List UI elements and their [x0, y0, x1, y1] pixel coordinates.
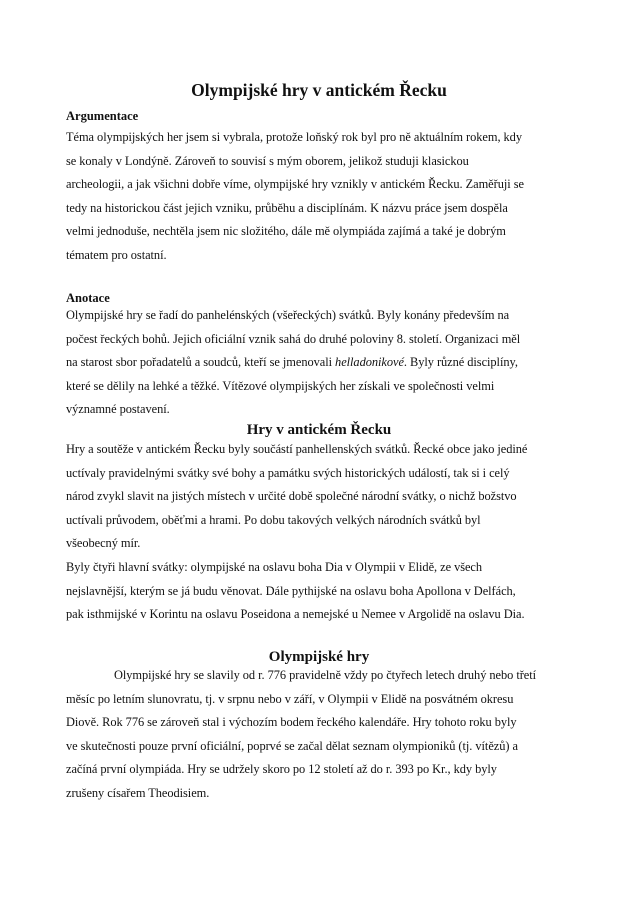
section-heading-anotace: Anotace [66, 291, 110, 305]
text-fragment: . Byly různé disciplíny, [403, 355, 518, 370]
text-line: Olympijské hry se slavily od r. 776 pravidelně vždy po čtyřech letech druhý nebo třetí [114, 668, 537, 682]
olympijske-hry-paragraph [66, 664, 576, 806]
text-line: uctívali průvodem, oběťmi a hrami. Po dobu takových velkých národních svátků byl [66, 512, 481, 527]
text-line: které se dělily na lehké a těžké. Vítězové olympijských her získali ve společnosti velmi [66, 378, 495, 393]
document-title: Olympijské hry v antickém Řecku [191, 80, 447, 100]
text-line: Byly čtyři hlavní svátky: olympijské na oslavu boha Dia v Olympii v Elidě, ze všech [66, 559, 483, 574]
italic-term: helladonikové [335, 355, 404, 370]
text-line: národ zvykl slavit na jistých místech v určité době společné národní svátky, o nichž božstvo [66, 489, 517, 504]
text-line: zrušeny císařem Theodisiem. [66, 785, 210, 800]
text-line: všeobecný mír. [66, 536, 141, 551]
text-line: archeologii, a jak všichni dobře víme, olympijské hry vznikly v antickém Řecku. Zaměřuji se [66, 177, 524, 192]
argumentace-paragraph [66, 126, 576, 268]
text-fragment: na starost sbor pořadatelů a soudců, kteří se jmenovali [66, 355, 336, 370]
section-heading-argumentace: Argumentace [66, 109, 139, 123]
text-line: Téma olympijských her jsem si vybrala, protože loňský rok byl pro ně aktuálním rokem, kdy [66, 130, 522, 144]
text-line: významné postavení. [66, 402, 170, 417]
text-line: ve skutečnosti pouze první oficiální, poprvé se začal dělat seznam olympioniků (tj. vítězů) a [66, 738, 518, 753]
text-line: tématem pro ostatní. [66, 247, 167, 262]
text-line: tedy na historickou část jejich vzniku, průběhu a disciplínám. K názvu práce jsem dospěla [66, 200, 508, 215]
hry-v-antickem-recku-paragraph [66, 438, 576, 627]
text-line: nejslavnější, kterým se já budu věnovat. Dále pythijské na oslavu boha Apollona v Delfách, [66, 583, 516, 598]
text-line: začíná první olympiáda. Hry se udržely skoro po 12 století až do r. 393 po Kr., kdy byly [66, 762, 497, 777]
text-line [66, 351, 576, 375]
text-line: se konaly v Londýně. Zároveň to souvisí s mým oborem, jelikož studuji klasickou [66, 153, 469, 168]
text-line: uctívaly pravidelnými svátky své bohy a památku svých historických událostí, tak si i celý [66, 465, 510, 480]
text-line: měsíc po letním slunovratu, tj. v srpnu nebo v září, v Olympii v Elidě na posvátném okresu [66, 691, 514, 706]
text-line: Hry a soutěže v antickém Řecku byly součástí panhellenských svátků. Řecké obce jako jediné [66, 442, 528, 456]
text-line: pak isthmijské v Korintu na oslavu Poseidona a nemejské u Nemee v Argolidě na oslavu Dia. [66, 607, 525, 622]
anotace-paragraph [66, 304, 576, 422]
text-line: počest řeckých bohů. Jejich oficiální vznik sahá do druhé poloviny 8. století. Organizaci měl [66, 331, 521, 346]
section-heading-hry-v-antickem-recku: Hry v antickém Řecku [246, 422, 392, 438]
text-line: Olympijské hry se řadí do panhelénských (všeřeckých) svátků. Byly konány především na [66, 308, 510, 322]
text-line: Diově. Rok 776 se zároveň stal i výchozím bodem řeckého kalendáře. Hry tohoto roku byly [66, 715, 517, 730]
section-heading-olympijske-hry: Olympijské hry [268, 649, 370, 665]
text-line: velmi jednoduše, nechtěla jsem nic složitého, dále mě olympiáda zajímá a také je dobrým [66, 224, 506, 239]
